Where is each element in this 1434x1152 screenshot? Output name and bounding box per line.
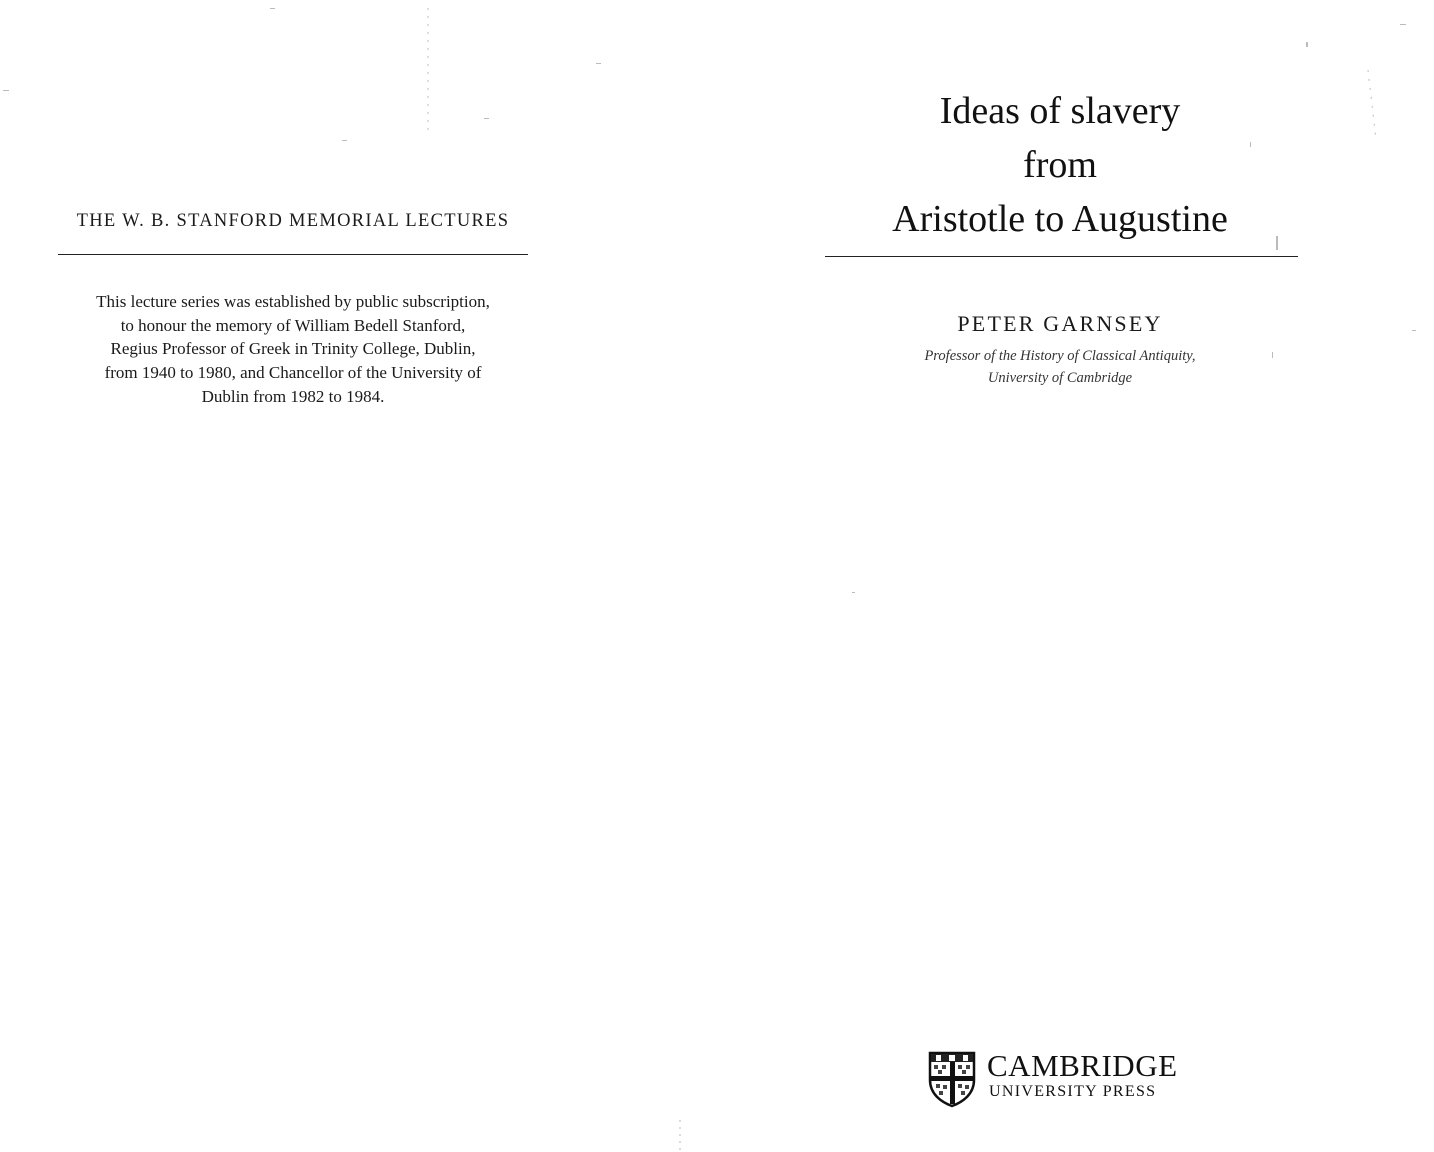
right-page: [717, 0, 1434, 1152]
cambridge-crest-icon: [927, 1050, 977, 1108]
description-line: Dublin from 1982 to 1984.: [201, 386, 385, 406]
affiliation-line: Professor of the History of Classical Antiquity,: [924, 348, 1196, 364]
series-title: THE W. B. STANFORD MEMORIAL LECTURES: [76, 211, 510, 231]
affiliation-line: University of Cambridge: [987, 370, 1133, 386]
title-line: Aristotle to Augustine: [892, 198, 1228, 240]
publisher-imprint: [927, 1050, 1197, 1110]
description-line: This lecture series was established by public subscription,: [96, 292, 490, 311]
divider-rule: [58, 254, 528, 255]
author-name: PETER GARNSEY: [957, 311, 1163, 336]
publisher-name: CAMBRIDGE: [987, 1048, 1178, 1083]
author-affiliation: [825, 345, 1295, 389]
book-title: [825, 84, 1295, 246]
series-description: [58, 290, 528, 409]
description-line: to honour the memory of William Bedell Stanford,: [120, 315, 466, 335]
title-line: Ideas of slavery: [939, 90, 1181, 132]
description-line: from 1940 to 1980, and Chancellor of the University of: [104, 363, 482, 383]
description-line: Regius Professor of Greek in Trinity College, Dublin,: [110, 339, 476, 359]
publisher-subname: UNIVERSITY PRESS: [989, 1083, 1157, 1100]
divider-rule: [825, 256, 1298, 257]
title-line: from: [1023, 144, 1097, 186]
